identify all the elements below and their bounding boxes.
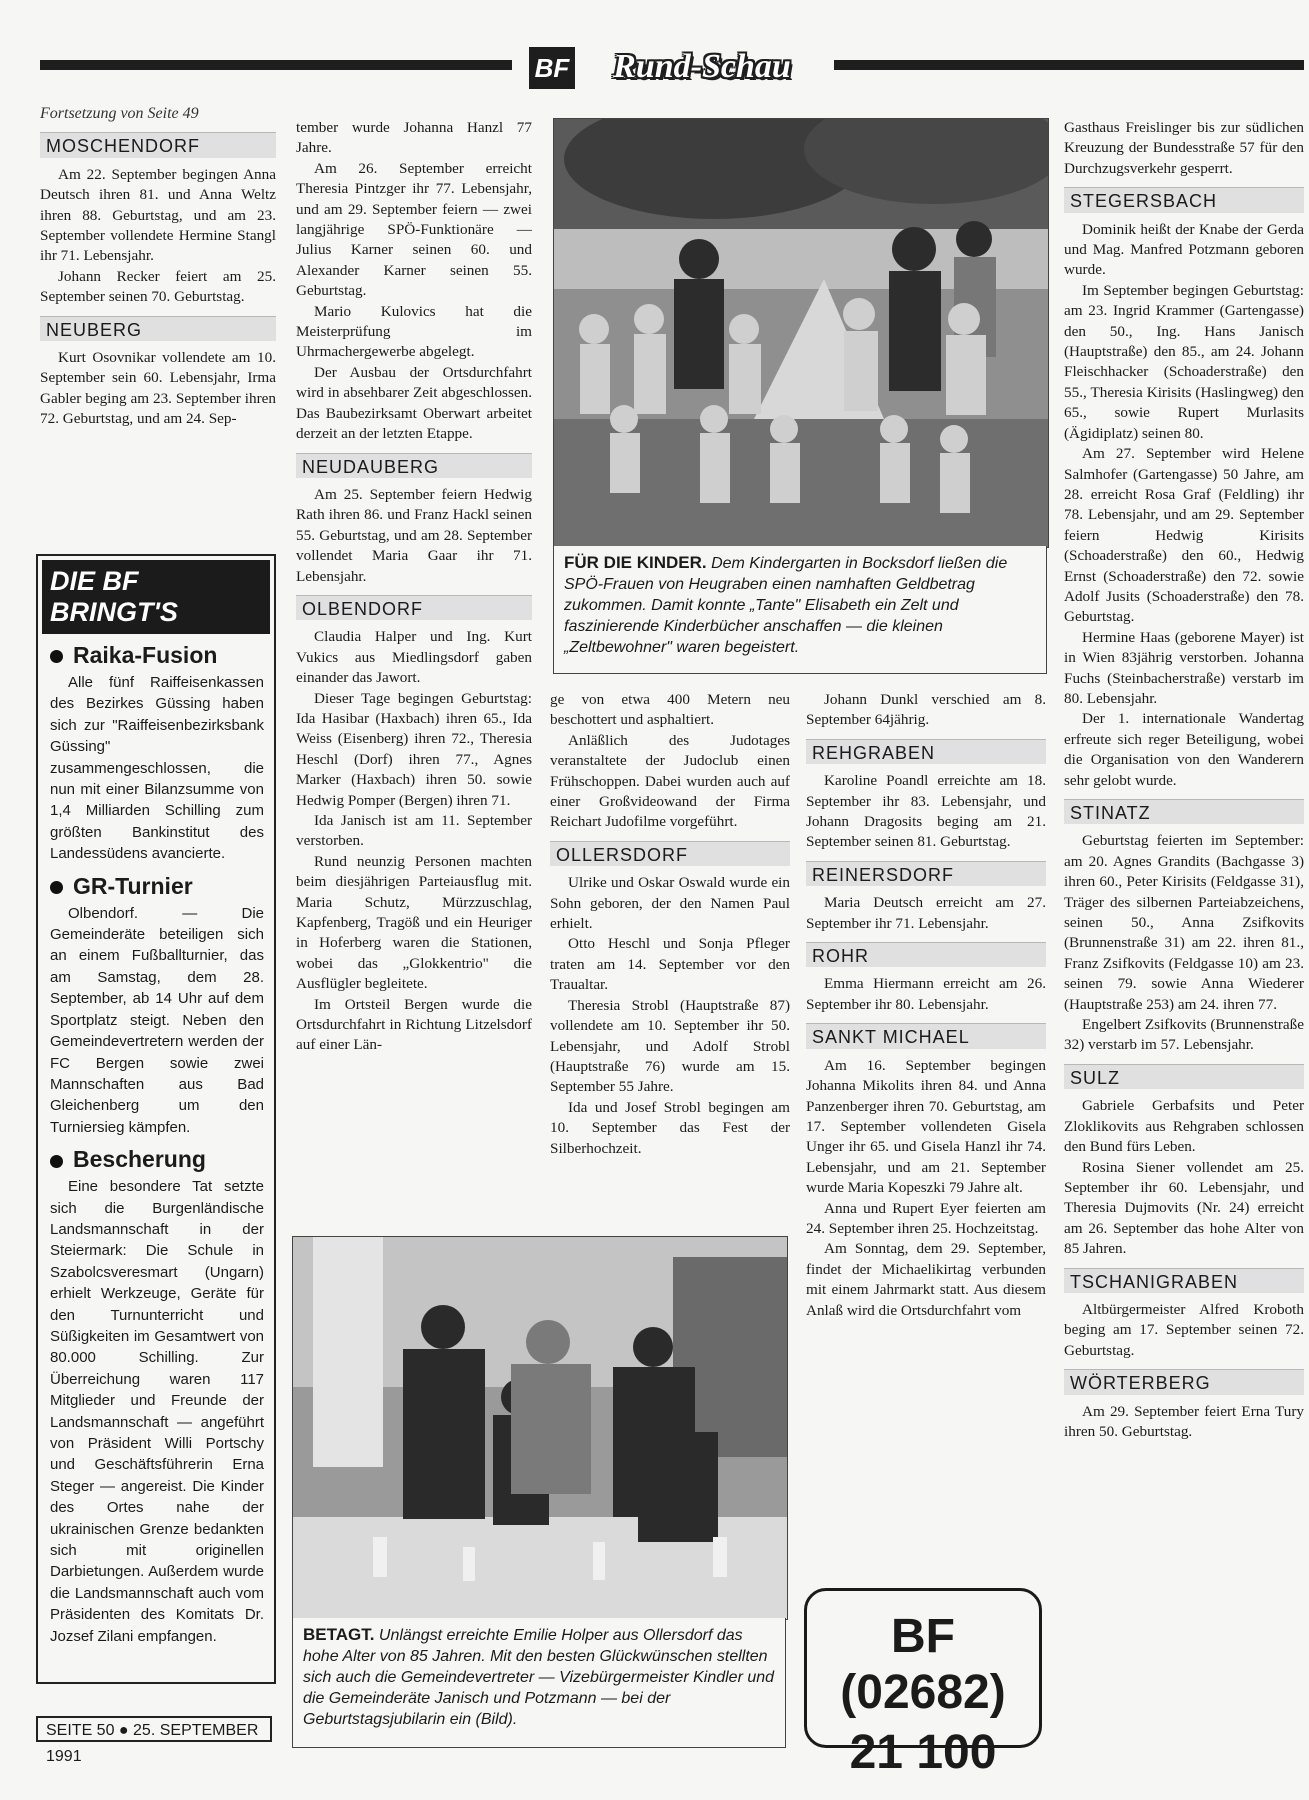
birthday-caption: [292, 1618, 786, 1748]
section-neuberg: NEUBERG: [40, 316, 276, 341]
section-rohr: ROHR: [806, 942, 1046, 967]
sidebar-heading: Bescherung: [50, 1144, 264, 1174]
section-sulz: SULZ: [1064, 1064, 1304, 1089]
paragraph: ge von etwa 400 Metern neu beschottert und asphaltiert.: [550, 691, 790, 729]
paragraph: Rund neunzig Personen machten beim diesjährigen Parteiausflug mit. Maria Schutz, Mürzzuschlag, Kapfenberg, Tragöß und ein Heuriger in Hoferberg waren die Stationen, wobei das „Glokkentrio" die Ausflügler begleitete.: [296, 852, 532, 993]
kindergarten-photo: [553, 118, 1049, 548]
paragraph: Im September begingen Geburtstag: am 23. Ingrid Krammer (Gartengasse) den 50., Ing. Hans Janisch (Hauptstraße) den 85., am 24. Johann Fleischhacker (Schoaderstraße) den 55., Theresia Kirisits (Haslingweg) den 65., sowie Rupert Murlasits (Ägidiplatz) seinen 80.: [1064, 281, 1304, 442]
section-moschendorf: MOSCHENDORF: [40, 132, 276, 157]
paragraph: Anläßlich des Judotages veranstaltete der Judoclub einen Frühschoppen. Dabei wurden auch auf einer Großvideowand der Firma Reichart Judofilme vorgeführt.: [550, 731, 790, 831]
section-tschanigraben: TSCHANIGRABEN: [1064, 1268, 1304, 1293]
paragraph: Ida und Josef Strobl begingen am 10. September das Fest der Silberhochzeit.: [550, 1098, 790, 1157]
section-stinatz: STINATZ: [1064, 799, 1304, 824]
paragraph: Dominik heißt der Knabe der Gerda und Mag. Manfred Potzmann geboren wurde.: [1064, 220, 1304, 279]
kindergarten-caption: [553, 546, 1047, 674]
section-reinersdorf: REINERSDORF: [806, 861, 1046, 886]
ad-phone-line-1: BF (02682): [840, 1610, 1006, 1719]
header-rule-right: [834, 60, 1304, 70]
paragraph: Maria Deutsch erreicht am 27. September ihr 71. Lebensjahr.: [806, 894, 1046, 932]
page-footer: SEITE 50 ● 25. SEPTEMBER 1991: [36, 1716, 272, 1742]
caption-lead: BETAGT.: [303, 1625, 375, 1644]
sidebar-text: Olbendorf. — Die Gemeinderäte beteiligen sich an einem Fußballturnier, das am Samstag, dem 28. September, ab 14 Uhr auf dem Sportplatz steigt. Neben den Gemeindevertretern werden der FC Bergen sowie zwei Mannschaften aus Bad Gleichenberg um den Turniersieg kämpfen.: [50, 904, 264, 1136]
paragraph: Am 29. September feiert Erna Tury ihren 50. Geburtstag.: [1064, 1402, 1304, 1440]
sidebar-title: DIE BF BRINGT'S: [42, 560, 270, 634]
header-rule-left: [40, 60, 512, 70]
column-4: [806, 690, 1046, 1321]
sidebar-text: Eine besondere Tat setzte sich die Burgenländische Landsmannschaft in der Steiermark: Die Schule in Szabolcsveresmart (Ungarn) erhielt Werkzeuge, Geräte für den Turnunterricht und Süßigkeiten im Gesamtwert von 80.000 Schilling. Zur Überreichung waren 117 Mitglieder und Freunde der Landsmannschaft — angeführt von Präsident Willi Portschy und Geschäftsführerin Erna Steger — angereist. Die Kinder des Ortes nahe der ukrainischen Grenze bedankten sich mit originellen Darbietungen. Außerdem wurde die Landsmannschaft auch vom Präsidenten des Komitats Dr. Jozsef Zilani empfangen.: [50, 1178, 264, 1645]
paragraph: Theresia Strobl (Hauptstraße 87) vollendete am 10. September ihr 50. Lebensjahr, und Adolf Strobl (Hauptstraße 76) wurde am 15. September 55 Jahre.: [550, 996, 790, 1096]
paragraph: Am 26. September erreicht Theresia Pintzger ihr 77. Lebensjahr, und am 29. September feiern — zwei langjährige SPÖ-Funktionäre — Julius Karner seinen 60. und Alexander Karner seinen 55. Geburtstag.: [296, 159, 532, 300]
section-title-logo: Rund-Schau: [613, 48, 791, 85]
section-ollersdorf: OLLERSDORF: [550, 841, 790, 866]
paragraph: Am 22. September begingen Anna Deutsch ihren 81. und Anna Weltz ihren 88. Geburtstag, und am 23. September vollendete Hermine Stangl ihr 71. Lebensjahr.: [40, 165, 276, 265]
continuation-note: Fortsetzung von Seite 49: [40, 105, 199, 122]
paragraph: Am Sonntag, dem 29. September, findet der Michaelikirtag verbunden mit einem Jahrmarkt statt. Aus diesem Anlaß wird die Ortsdurchfahrt vom: [806, 1240, 1046, 1319]
paragraph: Ida Janisch ist am 11. September verstorben.: [296, 812, 532, 850]
bullet-icon: [50, 1155, 63, 1168]
paragraph: Hermine Haas (geborene Mayer) ist in Wien 83jährig verstorben. Johanna Fuchs (Steinbacherstraße) verstarb im 80. Lebensjahr.: [1064, 628, 1304, 707]
paragraph: Karoline Poandl erreichte am 18. September ihr 83. Lebensjahr, und Johann Dragosits beging am 21. September seinen 81. Geburtstag.: [806, 772, 1046, 851]
sidebar-heading: GR-Turnier: [50, 871, 264, 901]
paragraph: Am 27. September wird Helene Salmhofer (Gartengasse) 50 Jahre, am 28. erreicht Rosa Graf (Feldling) ihr 78. Lebensjahr, und am 29. September feiern Hedwig Kirisits (Schoaderstraße) den 60., Hedwig Ernst (Schoaderstraße) den 72. sowie Adolf Jusits (Schoaderstraße) den 78. Geburtstag.: [1064, 445, 1304, 626]
column-3: [550, 690, 790, 1159]
section-woerterberg: WÖRTERBERG: [1064, 1369, 1304, 1394]
caption-lead: FÜR DIE KINDER.: [564, 553, 707, 572]
paragraph: Dieser Tage begingen Geburtstag: Ida Hasibar (Haxbach) ihren 65., Ida Weiss (Eisenberg) ihren 72., Theresia Heschl (Dorf) ihren 77., Agnes Marker (Haxbach) ihren 50. sowie Hedwig Pomper (Bergen) ihren 71.: [296, 689, 532, 809]
paragraph: Emma Hiermann erreicht am 26. September ihr 80. Lebensjahr.: [806, 975, 1046, 1013]
paragraph: Rosina Siener vollendet am 25. September ihr 60. Lebensjahr, und Theresia Dujmovits (Nr. 24) erreicht am 26. September das hohe Alter von 85 Jahren.: [1064, 1158, 1304, 1258]
column-2: [296, 118, 532, 1056]
bullet-icon: [50, 650, 63, 663]
photo-illustration: [293, 1237, 787, 1619]
paragraph: Otto Heschl und Sonja Pfleger traten am 14. September vor den Traualtar.: [550, 935, 790, 994]
sidebar-box: [36, 554, 276, 1684]
paragraph: Johann Recker feiert am 25. September seinen 70. Geburtstag.: [40, 267, 276, 306]
sidebar-text: Alle fünf Raiffeisenkassen des Bezirkes Güssing haben sich zur "Raiffeisenbezirksbank Güssing" zusammengeschlossen, die nun mit einer Bilanzsumme von 1,4 Milliarden Schilling zum größten Bankinstitut des Landessüdens avancierte.: [50, 674, 264, 863]
sidebar-heading: Raika-Fusion: [50, 640, 264, 670]
bf-logo: BF: [529, 47, 575, 89]
paragraph: Ulrike und Oskar Oswald wurde ein Sohn geboren, der den Namen Paul erhielt.: [550, 874, 790, 933]
paragraph: Am 16. September begingen Johanna Mikolits ihren 84. und Anna Panzenberger ihren 70. Geburtstag, am 17. September vollendeten Gisela Unger ihr 65. und Gisela Hanzl ihr 74. Lebensjahr, und am 21. September wurde Maria Kopeszki 79 Jahre alt.: [806, 1056, 1046, 1197]
paragraph: Im Ortsteil Bergen wurde die Ortsdurchfahrt in Richtung Litzelsdorf auf einer Län-: [296, 995, 532, 1054]
paragraph: Engelbert Zsifkovits (Brunnenstraße 32) verstarb im 57. Lebensjahr.: [1064, 1016, 1304, 1054]
paragraph: Claudia Halper und Ing. Kurt Vukics aus Miedlingsdorf gaben einander das Jawort.: [296, 628, 532, 687]
paragraph: Altbürgermeister Alfred Kroboth beging am 17. September seinen 72. Geburtstag.: [1064, 1300, 1304, 1359]
birthday-photo: [292, 1236, 788, 1620]
paragraph: Anna und Rupert Eyer feierten am 24. September ihren 25. Hochzeitstag.: [806, 1199, 1046, 1237]
paragraph: Der 1. internationale Wandertag erfreute sich reger Beteiligung, wobei die Organisation von den Wanderern sehr gelobt wurde.: [1064, 710, 1304, 789]
section-neudauberg: NEUDAUBERG: [296, 453, 532, 478]
column-1: [40, 105, 276, 430]
column-5: [1064, 118, 1304, 1442]
paragraph: Der Ausbau der Ortsdurchfahrt wird in absehbarer Zeit abgeschlossen. Das Baubezirksamt Oberwart arbeitet derzeit an der letzten Etappe.: [296, 363, 532, 443]
caption-text: Unlängst erreichte Emilie Holper aus Ollersdorf das hohe Alter von 85 Jahren. Mit den besten Glückwünschen stellten sich auch die Gemeindevertreter — Vizebürgermeister Kindler und die Gemeinderäte Janisch und Potzmann — bei der Geburtstagsjubilarin ein (Bild).: [303, 1627, 775, 1728]
paragraph: Am 25. September feiern Hedwig Rath ihren 86. und Franz Hackl seinen 55. Geburtstag, und am 28. September vollendet Maria Gaar ihr 71. Lebensjahr.: [296, 485, 532, 585]
paragraph: Geburtstag feierten im September: am 20. Agnes Grandits (Bachgasse 3) ihren 60., Peter Kirisits (Feldgasse 31), Träger des silbernen Parteiabzeichens, seinen 50., Anna Zsifkovits (Brunnenstraße 31) am 22. ihren 81., Franz Zsifkovits (Feldgasse 10) am 23. seinen 79. sowie Anna Wiederer (Hauptstraße 253) am 24. ihren 77.: [1064, 832, 1304, 1013]
paragraph: Kurt Osovnikar vollendete am 10. September sein 60. Lebensjahr, Irma Gabler beging am 23. September ihren 72. Geburtstag, und am 24. Sep-: [40, 349, 276, 428]
photo-illustration: [554, 119, 1048, 547]
paragraph: Mario Kulovics hat die Meisterprüfung im Uhrmachergewerbe abgelegt.: [296, 302, 532, 361]
section-olbendorf: OLBENDORF: [296, 595, 532, 620]
paragraph: Johann Dunkl verschied am 8. September 64jährig.: [806, 691, 1046, 729]
section-sankt-michael: SANKT MICHAEL: [806, 1023, 1046, 1048]
paragraph: tember wurde Johanna Hanzl 77 Jahre.: [296, 119, 532, 157]
ad-phone-line-2: 21 100: [849, 1726, 997, 1779]
section-stegersbach: STEGERSBACH: [1064, 187, 1304, 212]
phone-number-ad: [804, 1588, 1042, 1779]
paragraph: Gasthaus Freislinger bis zur südlichen Kreuzung der Bundesstraße 57 für den Durchzugsverkehr gesperrt.: [1064, 119, 1304, 177]
caption-text: Dem Kindergarten in Bocksdorf ließen die SPÖ-Frauen von Heugraben einen namhaften Geldbetrag zukommen. Damit konnte „Tante" Elisabeth ein Zelt und faszinierende Kinderbücher anschaffen — die kleinen „Zeltbewohner" waren begeistert.: [564, 555, 1008, 656]
section-rehgraben: REHGRABEN: [806, 739, 1046, 764]
bullet-icon: [50, 881, 63, 894]
paragraph: Gabriele Gerbafsits und Peter Zloklikovits aus Rehgraben schlossen den Bund fürs Leben.: [1064, 1097, 1304, 1156]
